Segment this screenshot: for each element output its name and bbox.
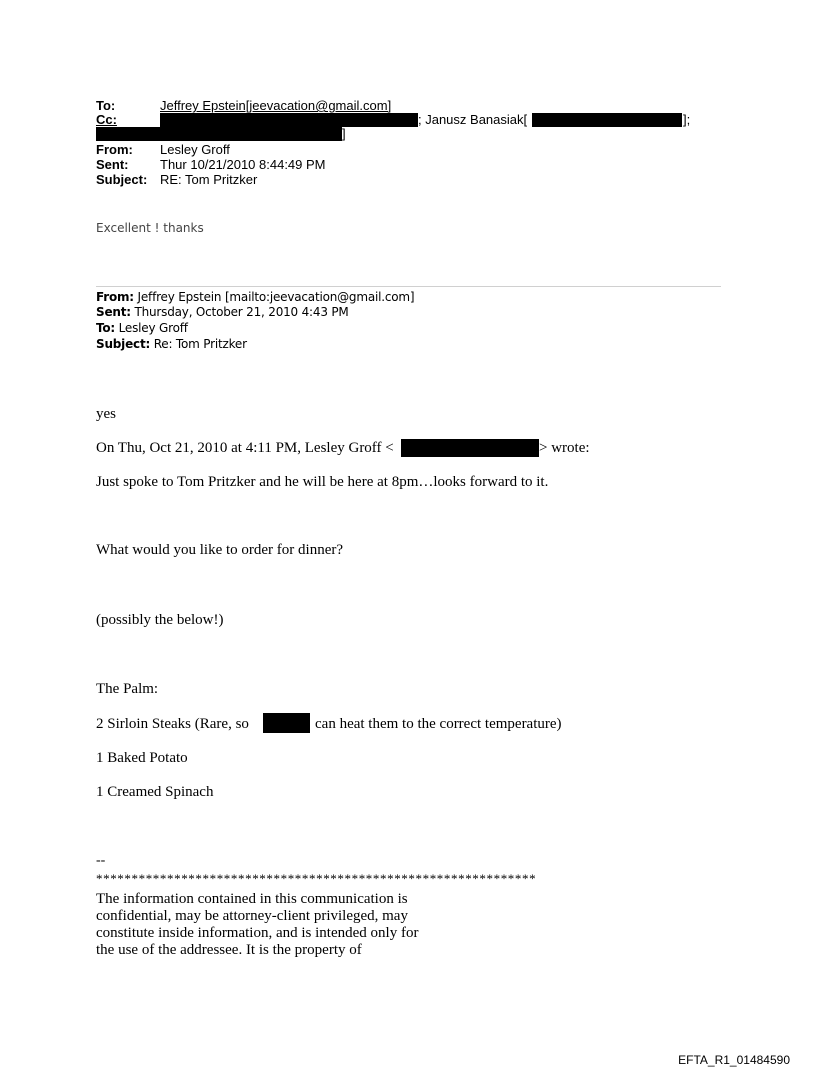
name-redaction xyxy=(263,713,310,733)
item-3: 1 Creamed Spinach xyxy=(96,784,214,800)
signature-stars: ************************************************************** xyxy=(96,871,537,886)
reply-text: Excellent ! thanks xyxy=(96,221,204,235)
email-redaction xyxy=(401,439,539,457)
fwd-subject xyxy=(96,337,247,351)
body-line-4: The Palm: xyxy=(96,681,159,697)
fwd-sent-label: Sent: xyxy=(96,305,131,319)
fwd-from xyxy=(96,290,414,304)
fwd-subject-value: Re: Tom Pritzker xyxy=(150,337,247,351)
cc-value: ; Janusz Banasiak[ xyxy=(418,112,528,127)
item-1-prefix: 2 Sirloin Steaks (Rare, so xyxy=(96,716,249,732)
cc-redaction-3 xyxy=(96,127,342,141)
body-line-1: Just spoke to Tom Pritzker and he will be here at 8pm…looks forward to it. xyxy=(96,474,549,490)
body-line-3: (possibly the below!) xyxy=(96,612,224,628)
to-label: To: xyxy=(96,98,116,113)
disclaimer-line-1: The information contained in this communication is xyxy=(96,891,408,907)
body-yes: yes xyxy=(96,406,116,422)
item-1-suffix: can heat them to the correct temperature) xyxy=(315,716,562,732)
fwd-subject-label: Subject: xyxy=(96,337,151,351)
body-line-2: What would you like to order for dinner? xyxy=(96,542,344,558)
to-value[interactable]: Jeffrey Epstein[jeevacation@gmail.com] xyxy=(160,98,392,113)
item-2: 1 Baked Potato xyxy=(96,750,188,766)
divider xyxy=(96,286,721,287)
cc-close: ] xyxy=(342,126,346,141)
sent-label: Sent: xyxy=(96,157,129,172)
fwd-sent xyxy=(96,305,349,319)
disclaimer-line-3: constitute inside information, and is intended only for xyxy=(96,925,419,941)
fwd-from-value[interactable]: Jeffrey Epstein [mailto:jeevacation@gmail.com] xyxy=(133,290,415,304)
cc-redaction-2 xyxy=(532,113,682,127)
subject-value: RE: Tom Pritzker xyxy=(160,172,258,187)
from-label: From: xyxy=(96,142,133,157)
fwd-to xyxy=(96,321,188,335)
footer-document-id: EFTA_R1_01484590 xyxy=(678,1053,790,1067)
sent-value: Thur 10/21/2010 8:44:49 PM xyxy=(160,157,326,172)
quote-prefix: On Thu, Oct 21, 2010 at 4:11 PM, Lesley Groff < xyxy=(96,440,394,456)
signature-dashes: -- xyxy=(96,853,106,868)
from-value: Lesley Groff xyxy=(160,142,230,157)
subject-label: Subject: xyxy=(96,172,148,187)
cc-tail: ]; xyxy=(683,112,691,127)
cc-label: Cc: xyxy=(96,112,117,127)
disclaimer-line-2: confidential, may be attorney-client privileged, may xyxy=(96,908,408,924)
fwd-to-label: To: xyxy=(96,321,116,335)
fwd-to-value: Lesley Groff xyxy=(115,321,188,335)
disclaimer-line-4: the use of the addressee. It is the property of xyxy=(96,942,362,958)
fwd-from-label: From: xyxy=(96,290,134,304)
quote-suffix: > wrote: xyxy=(539,440,590,456)
fwd-sent-value: Thursday, October 21, 2010 4:43 PM xyxy=(130,305,349,319)
cc-redaction-1 xyxy=(160,113,418,127)
